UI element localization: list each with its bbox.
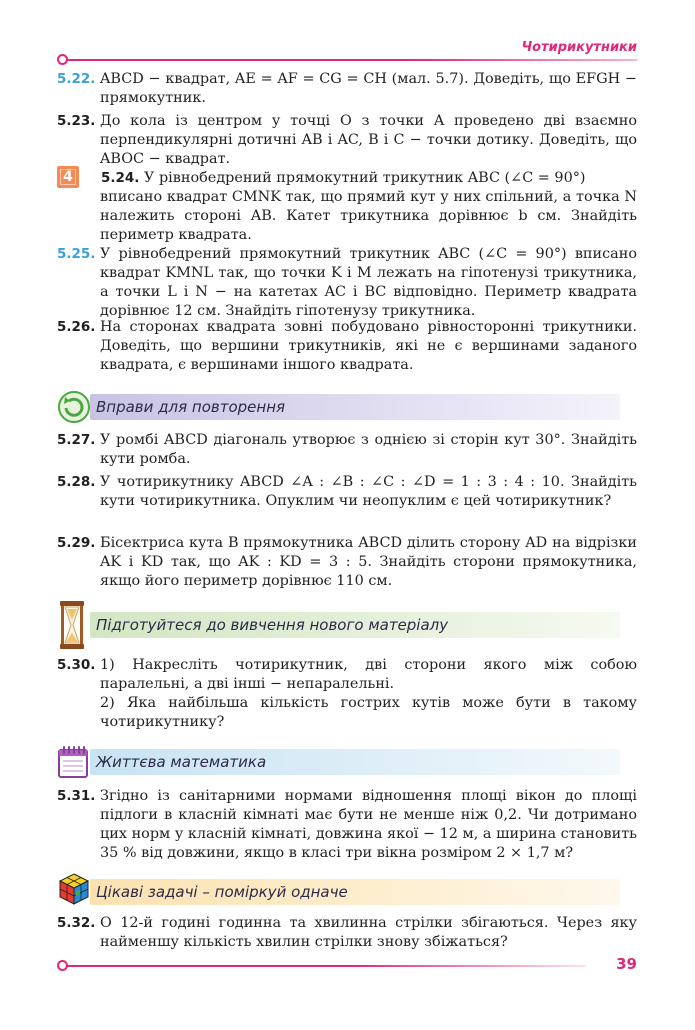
problem-text: У ромбі ABCD діагональ утворює з однією зі сторін кут 30°. Знайдіть кути ромба. (100, 432, 637, 467)
problem-text: Згідно із санітарними нормами відношення площі вікон до площі підлоги в класній кімнаті має бути не менше ніж 0,2. Чи дотримано цих норм у класній кімнаті, довжина якої − 12 м, а ширина становить 35 % від довжини, якщо в класі три вікна розміром 2 × 1,7 м? (100, 788, 637, 861)
running-header: Чотирикутники (521, 40, 637, 55)
problem-number: 5.28. (57, 474, 96, 490)
problem-5-26 (57, 318, 637, 375)
problem-5-29 (57, 534, 637, 591)
problem-5-30 (57, 656, 637, 732)
problem-5-28 (57, 473, 637, 511)
problem-number: 5.23. (57, 113, 96, 129)
problem-5-27 (57, 431, 637, 469)
problem-5-32 (57, 914, 637, 952)
problem-5-22 (57, 70, 637, 108)
problem-5-24 (57, 169, 637, 245)
page-number: 39 (616, 955, 637, 973)
problem-text: У чотирикутнику ABCD ∠A : ∠B : ∠C : ∠D = 1 : 3 : 4 : 10. Знайдіть кути чотирикутника. Опуклим чи неопуклим є цей чотирикутник? (100, 474, 637, 509)
problem-5-31 (57, 787, 637, 863)
problem-text-part2: 2) Яка найбільша кількість гострих кутів може бути в такому чотирикутнику? (100, 695, 637, 730)
problem-number: 5.24. (101, 170, 140, 186)
problem-number: 5.29. (57, 535, 96, 551)
problem-text: У рівнобедрений прямокутний трикутник ABC (∠C = 90°) вписано квадрат KMNL так, що точки K і M лежать на гіпотенузі трикутника, а точки L і N − на катетах AC і BC відповідно. Периметр квадрата дорівнює 12 см. Знайдіть гіпотенузу трикутника. (100, 246, 637, 319)
difficulty-level-badge: 4 (57, 166, 79, 188)
problem-number: 5.26. (57, 319, 96, 335)
header-rule-dot (57, 54, 68, 65)
problem-text-part1: 1) Накресліть чотирикутник, дві сторони якого між собою паралельні, а дві інші − непаралельні. (100, 657, 637, 692)
problem-text: ABCD − квадрат, AE = AF = CG = CH (мал. 5.7). Доведіть, що EFGH − прямокутник. (100, 71, 637, 106)
problem-number: 5.32. (57, 915, 96, 931)
problem-text: Бісектриса кута B прямокутника ABCD ділить сторону AD на відрізки AK і KD так, що AK : KD = 3 : 5. Знайдіть сторони прямокутника, якщо його периметр дорівнює 110 см. (100, 535, 637, 589)
footer-rule-dot (57, 960, 68, 971)
section-title-fun: Цікаві задачі – поміркуй одначе (96, 883, 348, 901)
problem-number: 5.25. (57, 246, 96, 262)
section-title-review: Вправи для повторення (96, 398, 286, 416)
problem-text-rest: вписано квадрат CMNK так, що прямий кут у них спільний, а точка N належить стороні AB. Катет трикутника дорівнює b см. Знайдіть периметр квадрата. (100, 189, 637, 243)
header-rule (66, 59, 637, 61)
problem-text: На сторонах квадрата зовні побудовано рівносторонні трикутники. Доведіть, що вершини трикутників, які не є вершинами заданого квадрата, є вершинами іншого квадрата. (100, 319, 637, 373)
problem-text: До кола із центром у точці O з точки A проведено дві взаємно перпендикулярні дотичні AB і AC, B і C − точки дотику. Доведіть, що ABOC − квадрат. (100, 113, 637, 167)
section-title-life: Життєва математика (96, 753, 267, 771)
problem-text: О 12-й годині годинна та хвилинна стрілки збігаються. Через яку найменшу кількість хвилин стрілки знову збіжаться? (100, 915, 637, 950)
problem-number: 5.31. (57, 788, 96, 804)
rubiks-cube-icon (57, 872, 91, 906)
problem-number: 5.22. (57, 71, 96, 87)
footer-rule (66, 965, 586, 967)
hourglass-icon (58, 600, 86, 650)
problem-5-25 (57, 245, 637, 321)
problem-5-23 (57, 112, 637, 169)
refresh-cycle-icon (57, 390, 91, 424)
problem-number: 5.30. (57, 657, 96, 673)
section-title-prepare: Підготуйтеся до вивчення нового матеріалу (96, 616, 449, 634)
problem-number: 5.27. (57, 432, 96, 448)
notebook-icon (57, 745, 89, 779)
problem-text-line1: У рівнобедрений прямокутний трикутник ABC (∠C = 90°) (144, 170, 586, 186)
